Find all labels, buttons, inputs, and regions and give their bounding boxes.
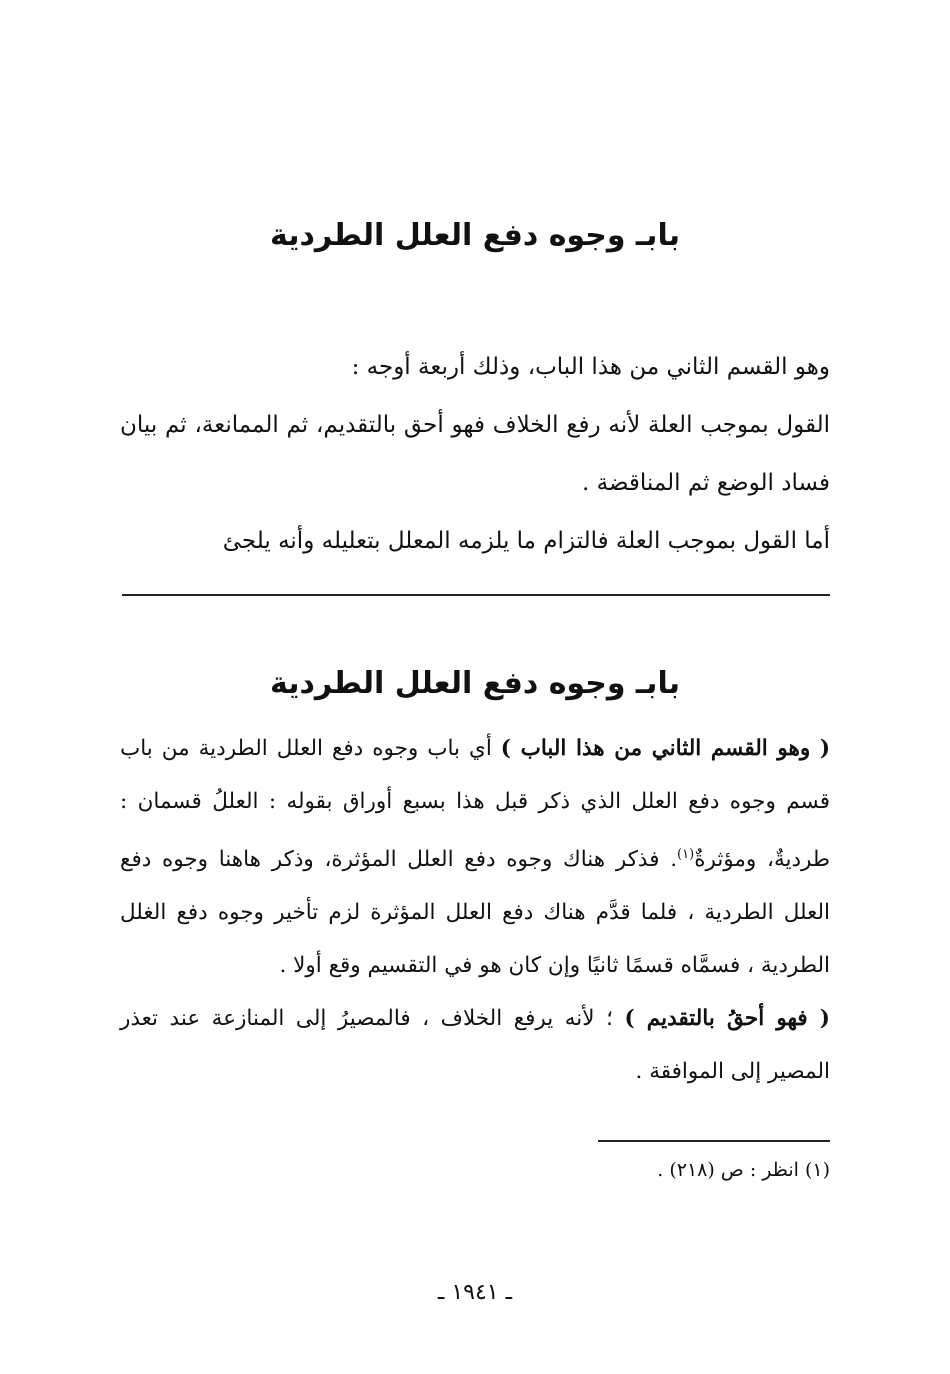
page-number: ـ ١٩٤١ ـ bbox=[437, 1280, 513, 1305]
section-divider bbox=[122, 594, 830, 596]
top-text bbox=[120, 338, 830, 570]
top-heading: بابـ وجوه دفع العلل الطردية bbox=[270, 218, 680, 253]
footnote-reference[interactable]: (١) bbox=[677, 847, 695, 862]
bottom-paragraph-1 bbox=[120, 722, 830, 992]
bottom-text bbox=[120, 722, 830, 1098]
bottom-paragraph-2 bbox=[120, 992, 830, 1098]
top-paragraph-2: القول بموجب العلة لأنه رفع الخلاف فهو أحق بالتقديم، ثم الممانعة، ثم بيان فساد الوضع ثم المناقضة . bbox=[120, 412, 830, 496]
quoted-phrase-1: ( وهو القسم الثاني من هذا الباب ) bbox=[500, 736, 830, 761]
bottom-heading: بابـ وجوه دفع العلل الطردية bbox=[270, 666, 680, 701]
footnote-divider bbox=[598, 1140, 830, 1142]
footnote: (١) انظر : ص (٢١٨) . bbox=[657, 1159, 830, 1181]
commentary-text-2: ؛ لأنه يرفع الخلاف ، فالمصيرُ إلى المنازعة عند تعذر المصير إلى الموافقة . bbox=[120, 1006, 830, 1085]
top-paragraph-1: وهو القسم الثاني من هذا الباب، وذلك أربعة أوجه : bbox=[351, 354, 830, 380]
top-paragraph-3: أما القول بموجب العلة فالتزام ما يلزمه المعلل بتعليله وأنه يلجئ bbox=[222, 528, 830, 554]
quoted-phrase-2: ( فهو أحقُ بالتقديم ) bbox=[624, 1006, 830, 1032]
commentary-text-1b: . فذكر هناك وجوه دفع العلل المؤثرة، وذكر هاهنا وجوه دفع العلل الطردية ، فلما قدَّم هناك دفع العلل المؤثرة لزم تأخير وجوه دفع الغلل الطردية ، فسمَّاه قسمًا ثانيًا وإن كان هو في التقسيم وقع أولا . bbox=[120, 847, 830, 979]
commentary-text-1a: أي باب وجوه دفع العلل الطردية من باب قسم وجوه دفع العلل الذي ذكر قبل هذا بسبع أوراق بقوله : العللُ قسمان : طرديةٌ، ومؤثرةٌ bbox=[120, 736, 831, 873]
